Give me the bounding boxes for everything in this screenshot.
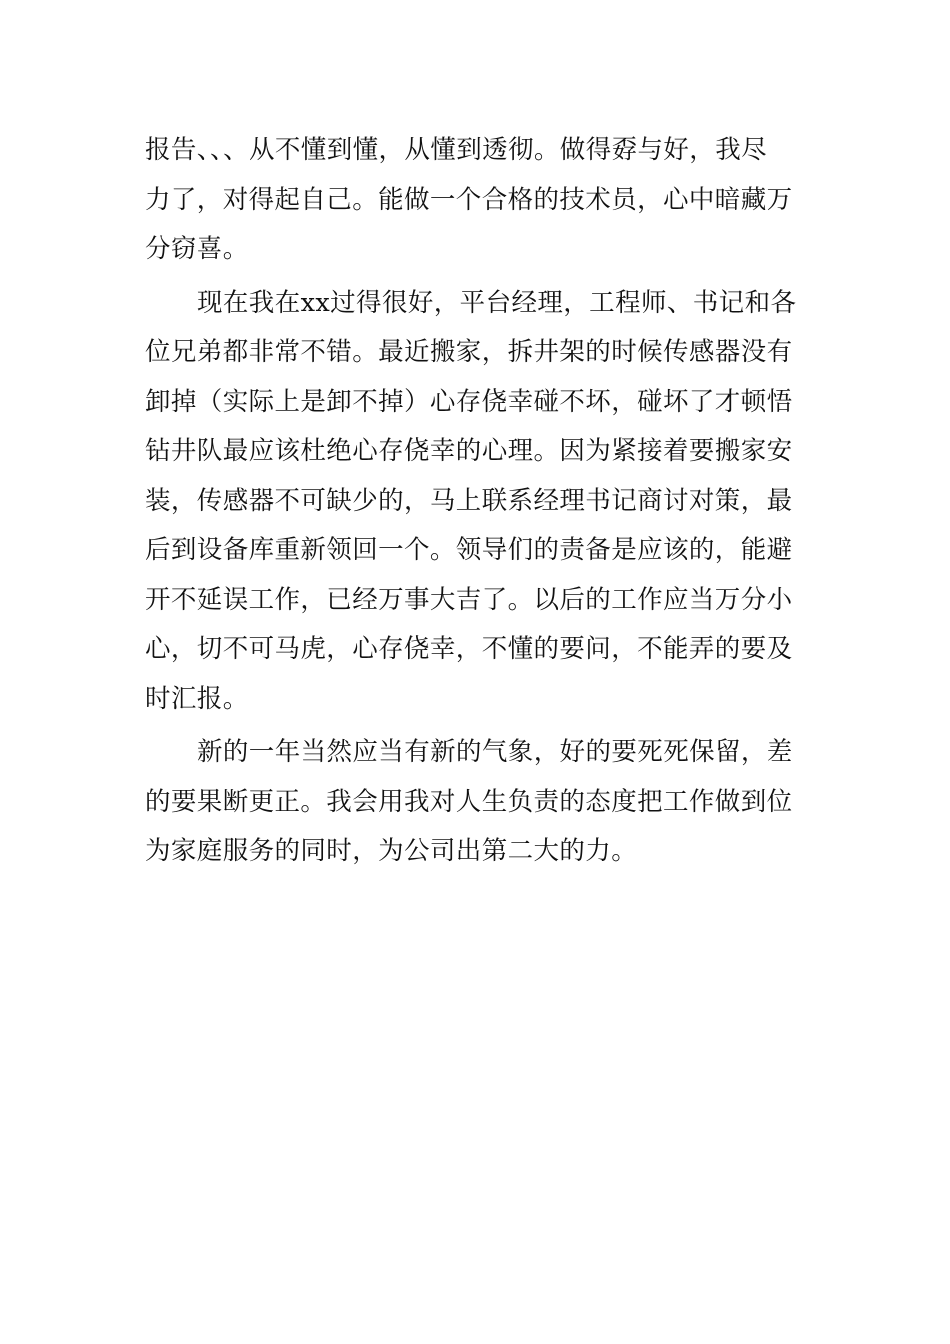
text-line: 报告、、、从不懂到懂，从懂到透彻。做得孬与好，我尽: [145, 135, 768, 165]
text-line: 卸掉（实际上是卸不掉）心存侥幸碰不坏，碰坏了才顿悟: [145, 386, 793, 417]
text-line: 后到设备库重新领回一个。领导们的责备是应该的，能避: [145, 535, 793, 565]
paragraph-3: [145, 728, 807, 877]
text-line: 新的一年当然应当有新的气象，好的要死死保留，差: [197, 737, 793, 767]
text-line: 力了，对得起自己。能做一个合格的技术员，心中暗藏万: [145, 184, 793, 215]
text-line: 为家庭服务的同时，为公司出第二大的力。: [145, 836, 638, 866]
text-line: 位兄弟都非常不错。最近搬家，拆井架的时候传感器没有: [145, 337, 793, 367]
paragraph-1: [145, 126, 807, 275]
document-body: [145, 126, 807, 877]
paragraph-2: [145, 279, 807, 725]
text-line: 装，传感器不可缺少的，马上联系经理书记商讨对策，最: [145, 485, 793, 516]
text-line: 现在我在xx过得很好，平台经理，工程师、书记和各: [197, 287, 797, 318]
text-line: 分窃喜。: [145, 234, 249, 264]
text-line: 钻井队最应该杜绝心存侥幸的心理。因为紧接着要搬家安: [145, 436, 793, 466]
text-line: 的要果断更正。我会用我对人生负责的态度把工作做到位: [145, 786, 793, 817]
text-line: 开不延误工作，已经万事大吉了。以后的工作应当万分小: [145, 584, 793, 615]
text-line: 心，切不可马虎，心存侥幸，不懂的要问，不能弄的要及: [145, 634, 793, 664]
text-line: 时汇报。: [145, 683, 249, 714]
